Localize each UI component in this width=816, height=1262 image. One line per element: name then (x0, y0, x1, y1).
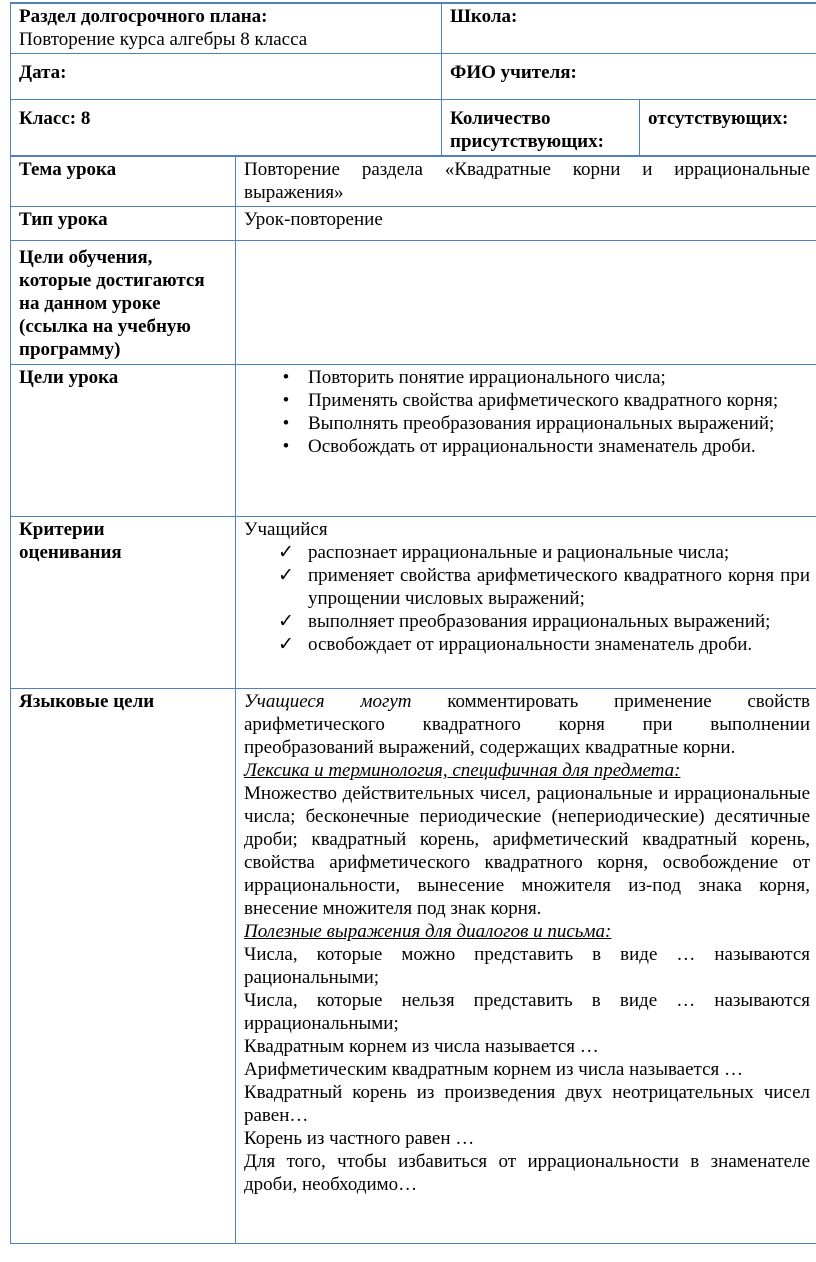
date-cell (11, 54, 442, 100)
present-label: Количество присутствующих: (450, 108, 604, 152)
teacher-label: ФИО учителя: (450, 62, 577, 83)
list-item (244, 564, 810, 610)
criteria-label: Критерии оценивания (19, 519, 122, 563)
check-icon: ✓ (278, 634, 294, 655)
phrase-item: Квадратный корень из произведения двух неотрицательных чисел равен… (244, 1082, 811, 1126)
list-item (244, 389, 810, 412)
check-icon: ✓ (278, 542, 294, 563)
header-row-class (11, 100, 816, 157)
objectives-label: Цели обучения, которые достигаются на данном уроке (ссылка на учебную программу) (19, 247, 205, 360)
date-label: Дата: (19, 62, 67, 83)
header-row-date (11, 54, 816, 100)
bullet-icon: • (282, 367, 290, 388)
criteria-value-cell (236, 517, 816, 689)
objectives-row (11, 241, 816, 365)
criteria-text: распознает иррациональные и рациональные числа; (308, 542, 730, 563)
language-label-cell (11, 689, 236, 1244)
topic-label-cell (11, 156, 236, 207)
list-item (244, 366, 810, 389)
lesson-plan-table (10, 2, 816, 1244)
present-cell (442, 100, 640, 157)
list-item (244, 610, 810, 633)
check-icon: ✓ (278, 611, 294, 632)
goal-text: Выполнять преобразования иррациональных выражений; (308, 413, 775, 434)
language-lead-italic: Учащиеся могут (244, 691, 412, 712)
teacher-cell (442, 54, 816, 100)
list-item (244, 412, 810, 435)
objectives-value-cell (236, 241, 816, 365)
type-value-cell (236, 207, 816, 241)
class-label: Класс: 8 (19, 108, 91, 129)
school-cell (442, 3, 816, 54)
phrase-item: Для того, чтобы избавиться от иррациональности в знаменателе дроби, необходимо… (244, 1151, 811, 1195)
topic-value-cell (236, 156, 816, 207)
goal-text: Освобождать от иррациональности знаменатель дроби. (308, 436, 756, 457)
language-row (11, 689, 816, 1244)
criteria-row (11, 517, 816, 689)
objectives-label-cell (11, 241, 236, 365)
absent-cell (640, 100, 816, 157)
language-value-cell (236, 689, 816, 1244)
section-cell (11, 3, 442, 54)
criteria-intro: Учащийся (244, 519, 328, 540)
language-label: Языковые цели (19, 691, 155, 712)
bullet-icon: • (282, 413, 290, 434)
check-icon: ✓ (278, 565, 294, 586)
bullet-icon: • (282, 390, 290, 411)
list-item (244, 541, 810, 564)
school-label: Школа: (450, 6, 518, 27)
criteria-label-cell (11, 517, 236, 689)
type-value: Урок-повторение (244, 209, 383, 230)
class-cell (11, 100, 442, 157)
phrase-item: Квадратным корнем из числа называется … (244, 1036, 599, 1057)
phrases-heading: Полезные выражения для диалогов и письма: (244, 921, 612, 942)
phrase-item: Корень из частного равен … (244, 1128, 475, 1149)
vocab-heading: Лексика и терминология, специфичная для предмета: (244, 760, 681, 781)
goals-row (11, 365, 816, 517)
criteria-text: применяет свойства арифметического квадратного корня при упрощении числовых выражений; (308, 565, 811, 609)
goal-text: Применять свойства арифметического квадратного корня; (308, 390, 779, 411)
type-label-cell (11, 207, 236, 241)
absent-label: отсутствующих: (648, 108, 789, 129)
goal-text: Повторить понятие иррационального числа; (308, 367, 666, 388)
lesson-plan-sheet (10, 2, 816, 1244)
list-item (244, 633, 810, 656)
header-row-section (11, 3, 816, 54)
language-lead-rest: комментировать применение свойств арифметического квадратного корня при выполнении преобразований выражений, содержащих квадратные корни. (244, 691, 811, 758)
language-lead (244, 690, 810, 759)
phrase-item: Арифметическим квадратным корнем из числа называется … (244, 1059, 744, 1080)
topic-label: Тема урока (19, 159, 117, 180)
type-row (11, 207, 816, 241)
list-item (244, 435, 810, 458)
criteria-text: выполняет преобразования иррациональных выражений; (308, 611, 771, 632)
topic-row (11, 156, 816, 207)
section-label: Раздел долгосрочного плана: (19, 6, 268, 27)
bullet-icon: • (282, 436, 290, 457)
goals-label: Цели урока (19, 367, 119, 388)
goals-label-cell (11, 365, 236, 517)
criteria-text: освобождает от иррациональности знаменатель дроби. (308, 634, 753, 655)
type-label: Тип урока (19, 209, 108, 230)
goals-value-cell (236, 365, 816, 517)
section-value: Повторение курса алгебры 8 класса (19, 29, 308, 50)
vocab-text: Множество действительных чисел, рациональные и иррациональные числа; бесконечные периодические (непериодические) десятичные дроби; квадратный корень, арифметический квадратный корень, свойства арифметического квадратного корня, освобождение от иррациональности, вынесение множителя из-под знака корня, внесение множителя под знак корня. (244, 783, 811, 919)
goals-list (244, 366, 810, 458)
phrase-item: Числа, которые нельзя представить в виде … называются иррациональными; (244, 990, 811, 1034)
topic-value: Повторение раздела «Квадратные корни и иррациональные выражения» (244, 159, 811, 203)
criteria-list (244, 541, 810, 656)
phrase-item: Числа, которые можно представить в виде … называются рациональными; (244, 944, 811, 988)
